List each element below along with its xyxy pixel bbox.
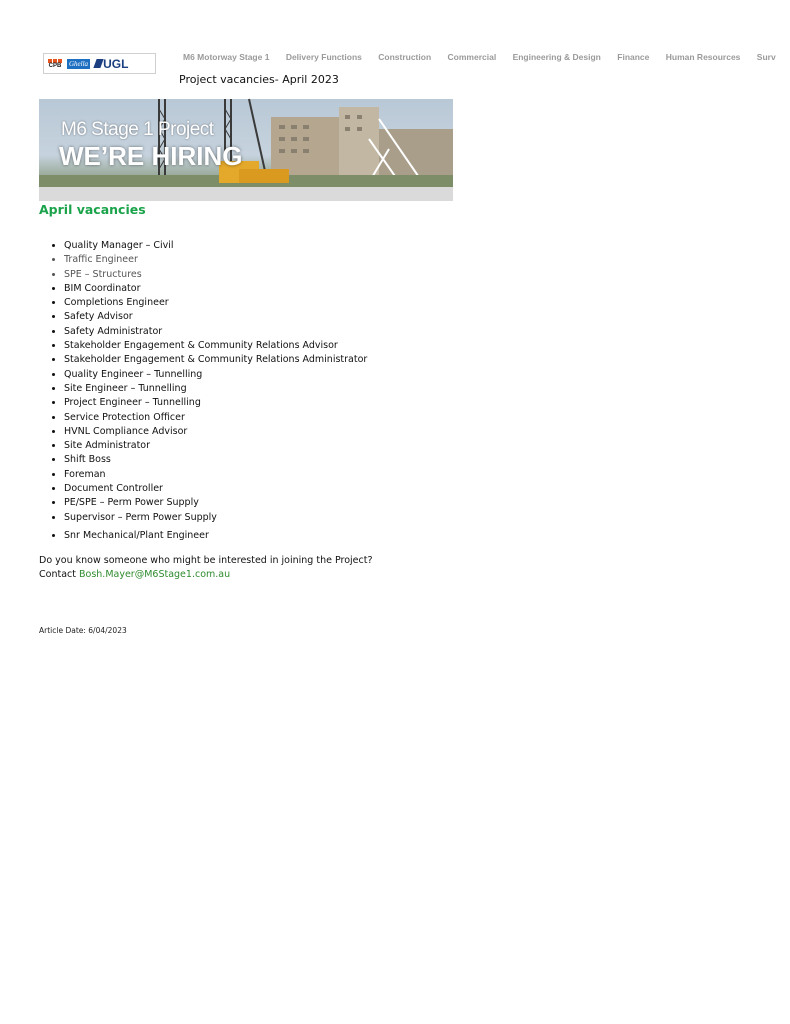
vacancy-list bbox=[40, 239, 367, 543]
contact-prefix: Contact bbox=[39, 569, 76, 580]
list-item: • Stakeholder Engagement & Community Relations Advisor bbox=[64, 339, 367, 353]
list-item: • BIM Coordinator bbox=[64, 282, 367, 296]
list-item: • Completions Engineer bbox=[64, 296, 367, 310]
list-item: • Document Controller bbox=[64, 482, 367, 496]
partner-logos[interactable] bbox=[43, 53, 156, 74]
banner-project-name: M6 Stage 1 Project bbox=[61, 119, 214, 140]
list-item: • Snr Mechanical/Plant Engineer bbox=[64, 529, 367, 543]
referral-message bbox=[39, 554, 373, 582]
list-item: • SPE – Structures bbox=[64, 268, 367, 282]
nav-item-m6-motorway[interactable]: M6 Motorway Stage 1 bbox=[183, 52, 270, 62]
list-item: • Safety Advisor bbox=[64, 310, 367, 324]
ugl-logo bbox=[95, 57, 128, 71]
list-item: • PE/SPE – Perm Power Supply bbox=[64, 496, 367, 510]
list-item: • Quality Engineer – Tunnelling bbox=[64, 368, 367, 382]
article-date: Article Date: 6/04/2023 bbox=[39, 626, 127, 635]
list-item: • Foreman bbox=[64, 468, 367, 482]
list-item: • Supervisor – Perm Power Supply bbox=[64, 511, 367, 525]
cpb-logo bbox=[48, 59, 62, 69]
list-item: • Site Administrator bbox=[64, 439, 367, 453]
banner-hiring-text: WE’RE HIRING bbox=[59, 141, 243, 171]
nav-item-delivery-functions[interactable]: Delivery Functions bbox=[285, 52, 362, 62]
ugl-logo-text: UGL bbox=[103, 56, 129, 71]
nav-item-human-resources[interactable]: Human Resources bbox=[665, 52, 741, 62]
list-item: • Stakeholder Engagement & Community Relations Administrator bbox=[64, 353, 367, 367]
top-navigation bbox=[183, 52, 776, 66]
list-item: • Shift Boss bbox=[64, 453, 367, 467]
contact-email-link[interactable]: Bosh.Mayer@M6Stage1.com.au bbox=[79, 569, 231, 580]
nav-item-surv[interactable]: Surv bbox=[756, 52, 776, 62]
list-item: • Site Engineer – Tunnelling bbox=[64, 382, 367, 396]
nav-item-commercial[interactable]: Commercial bbox=[447, 52, 497, 62]
list-item: • Traffic Engineer bbox=[64, 253, 367, 267]
nav-item-construction[interactable]: Construction bbox=[378, 52, 432, 62]
section-heading: April vacancies bbox=[39, 202, 146, 217]
nav-item-finance[interactable]: Finance bbox=[617, 52, 650, 62]
nav-item-engineering-design[interactable]: Engineering & Design bbox=[512, 52, 601, 62]
list-item: • HVNL Compliance Advisor bbox=[64, 425, 367, 439]
list-item: • Project Engineer – Tunnelling bbox=[64, 396, 367, 410]
list-item: • Safety Administrator bbox=[64, 325, 367, 339]
hiring-banner bbox=[39, 99, 453, 201]
contact-line bbox=[39, 568, 373, 582]
list-item: • Service Protection Officer bbox=[64, 411, 367, 425]
cpb-logo-text: CPB bbox=[48, 62, 62, 69]
referral-question: Do you know someone who might be interested in joining the Project? bbox=[39, 555, 373, 566]
list-item: • Quality Manager – Civil bbox=[64, 239, 367, 253]
page-title: Project vacancies- April 2023 bbox=[179, 73, 339, 86]
ghella-logo: Ghella bbox=[69, 59, 89, 68]
